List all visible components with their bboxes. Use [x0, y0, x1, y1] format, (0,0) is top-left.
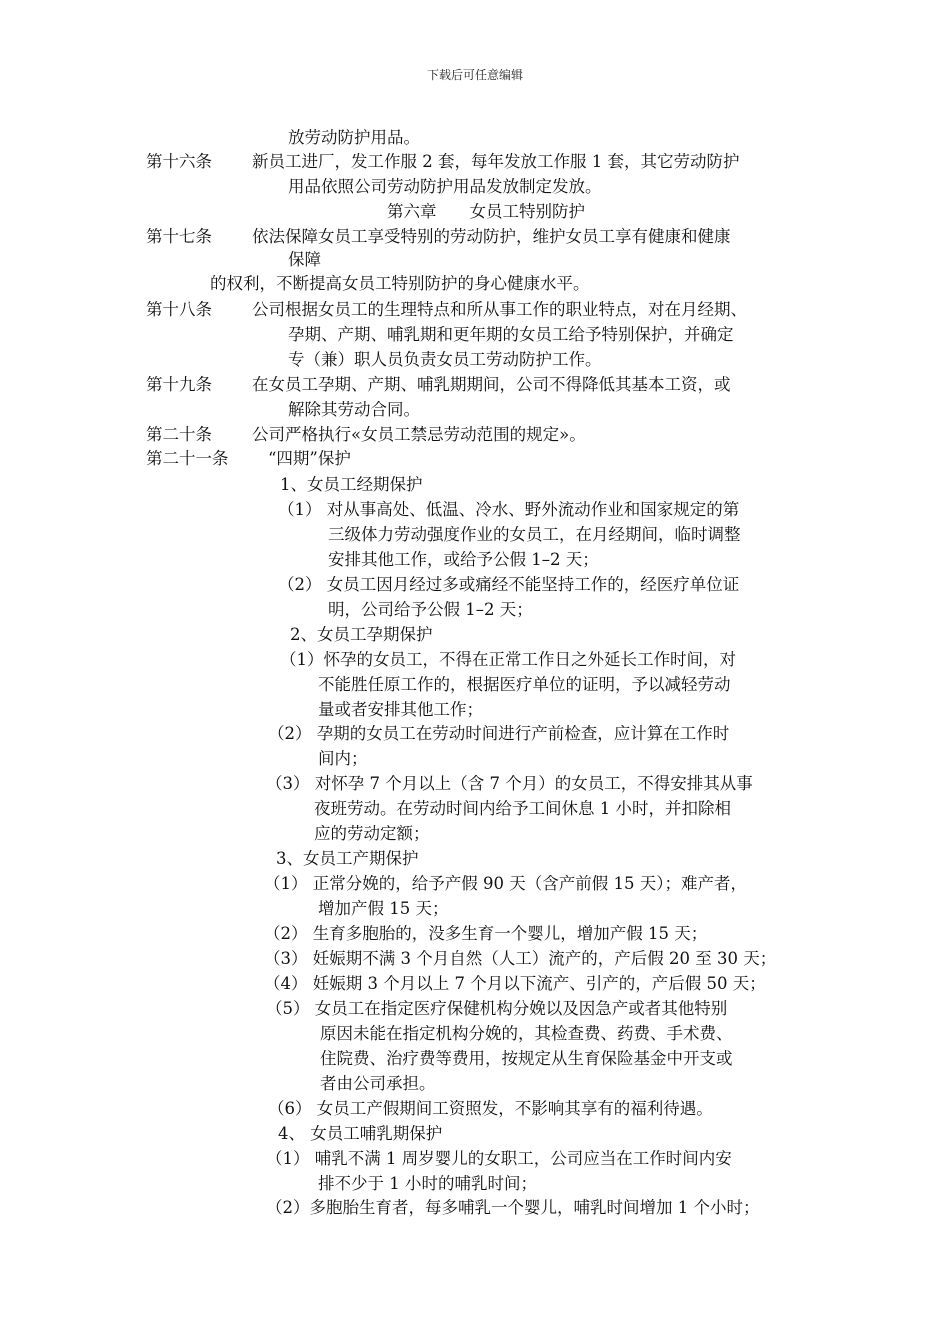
text-line: 安排其他工作，或给予公假 1–2 天；	[328, 550, 599, 569]
section-heading: 1、女员工经期保护	[280, 475, 423, 494]
text-line: （1）怀孕的女员工，不得在正常工作日之外延长工作时间，对	[280, 650, 736, 669]
article-number: 第二十条	[146, 425, 212, 444]
article-number: 第十六条	[146, 152, 212, 171]
text-line: 公司严格执行«女员工禁忌劳动范围的规定»。	[252, 425, 586, 444]
text-line: 解除其劳动合同。	[288, 400, 420, 419]
text-line: （6） 女员工产假期间工资照发，不影响其享有的福利待遇。	[268, 1099, 713, 1118]
section-heading: 4、 女员工哺乳期保护	[278, 1124, 443, 1143]
text-line: 间内；	[318, 749, 368, 768]
text-line: 在女员工孕期、产期、哺乳期期间，公司不得降低其基本工资，或	[252, 375, 731, 394]
text-line: 明，公司给予公假 1–2 天；	[328, 600, 533, 619]
article-number: 第二十一条	[146, 449, 229, 468]
text-line: 用品依照公司劳动防护用品发放制定发放。	[288, 177, 602, 196]
article-number: 第十九条	[146, 375, 212, 394]
text-line: 保障	[288, 250, 321, 269]
text-line: （4） 妊娠期 3 个月以上 7 个月以下流产、引产的，产后假 50 天；	[264, 974, 766, 993]
text-line: 公司根据女员工的生理特点和所从事工作的职业特点，对在月经期、	[252, 300, 747, 319]
text-line: 者由公司承担。	[320, 1074, 436, 1093]
text-line: （3） 妊娠期不满 3 个月自然（人工）流产的，产后假 20 至 30 天；	[264, 949, 777, 968]
text-line: 应的劳动定额；	[314, 824, 430, 843]
text-line: （3） 对怀孕 7 个月以上（含 7 个月）的女员工，不得安排其从事	[266, 774, 753, 793]
text-line: 三级体力劳动强度作业的女员工，在月经期间，临时调整	[328, 525, 741, 544]
article-number: 第十八条	[146, 300, 212, 319]
text-line: 增加产假 15 天；	[318, 899, 449, 918]
text-line: （1） 哺乳不满 1 周岁婴儿的女职工，公司应当在工作时间内安	[266, 1149, 732, 1168]
chapter-heading: 第六章 女员工特别防护	[387, 202, 585, 221]
section-heading: 2、女员工孕期保护	[290, 625, 433, 644]
text-line: （2） 孕期的女员工在劳动时间进行产前检查，应计算在工作时	[268, 724, 730, 743]
text-line: 专（兼）职人员负责女员工劳动防护工作。	[288, 350, 602, 369]
text-line: 的权利，不断提高女员工特别防护的身心健康水平。	[210, 274, 590, 293]
text-line: 依法保障女员工享受特别的劳动防护，维护女员工享有健康和健康	[252, 227, 731, 246]
text-line: 新员工进厂，发工作服 2 套，每年发放工作服 1 套，其它劳动防护	[252, 152, 740, 171]
text-line: 不能胜任原工作的，根据医疗单位的证明，予以减轻劳动	[318, 675, 731, 694]
text-line: 量或者安排其他工作；	[318, 700, 483, 719]
text-line: 放劳动防护用品。	[288, 128, 420, 147]
text-line: 原因未能在指定机构分娩的，其检查费、药费、手术费、	[320, 1024, 733, 1043]
text-line: （2）多胞胎生育者，每多哺乳一个婴儿，哺乳时间增加 1 个小时；	[266, 1198, 760, 1217]
text-line: （5） 女员工在指定医疗保健机构分娩以及因急产或者其他特别	[266, 999, 728, 1018]
text-line: （2） 女员工因月经过多或痛经不能坚持工作的，经医疗单位证	[278, 575, 740, 594]
text-line: “四期”保护	[268, 449, 351, 468]
article-number: 第十七条	[146, 227, 212, 246]
text-line: 排不少于 1 小时的哺乳时间；	[318, 1174, 537, 1193]
page-header: 下载后可任意编辑	[426, 68, 523, 82]
text-line: 孕期、产期、哺乳期和更年期的女员工给予特别保护，并确定	[288, 325, 734, 344]
section-heading: 3、女员工产期保护	[276, 849, 419, 868]
text-line: 住院费、治疗费等费用，按规定从生育保险基金中开支或	[320, 1049, 733, 1068]
text-line: （1） 正常分娩的，给予产假 90 天（含产前假 15 天）；难产者，	[264, 874, 747, 893]
text-line: （1） 对从事高处、低温、冷水、野外流动作业和国家规定的第	[278, 500, 740, 519]
text-line: （2） 生育多胞胎的，没多生育一个婴儿，增加产假 15 天；	[264, 924, 708, 943]
text-line: 夜班劳动。在劳动时间内给予工间休息 1 小时，并扣除相	[314, 799, 731, 818]
